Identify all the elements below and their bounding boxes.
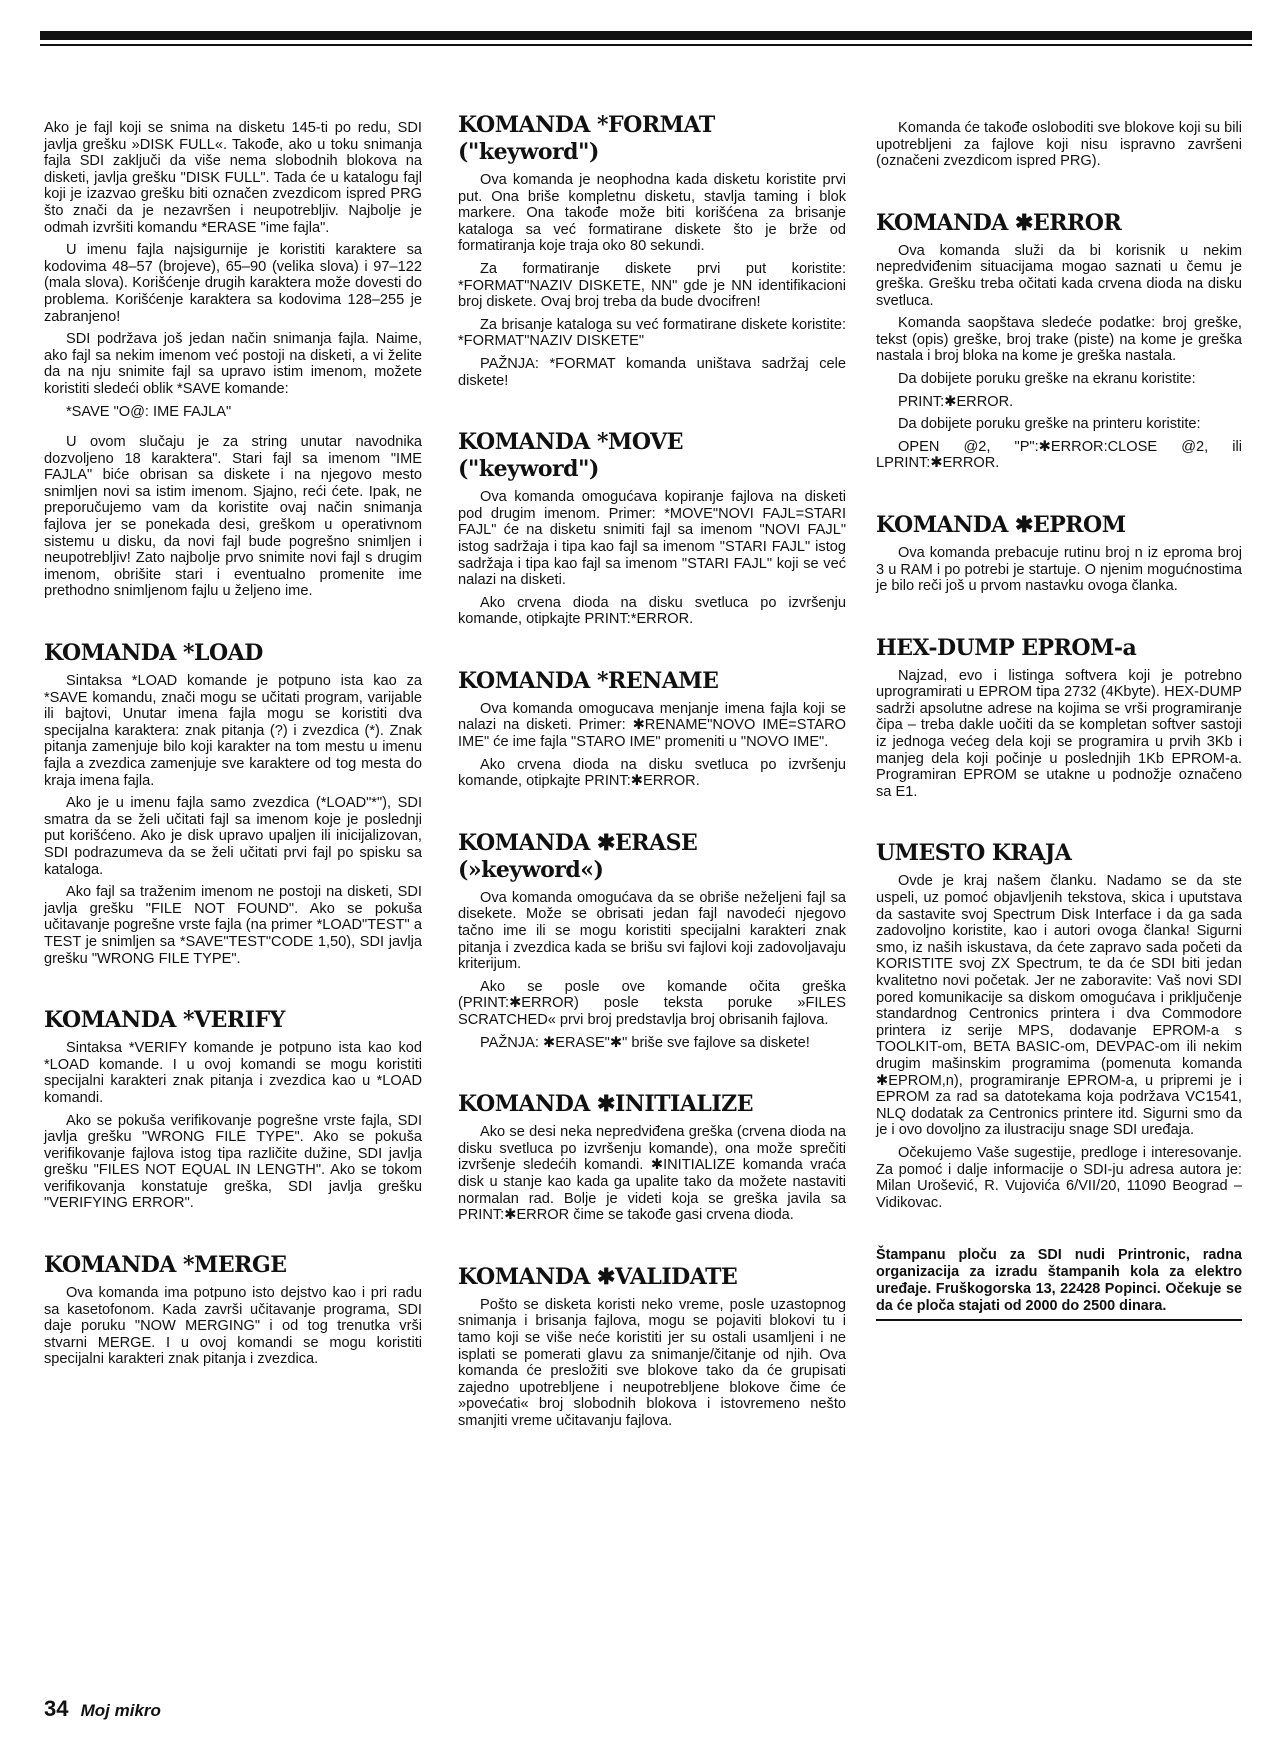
paragraph: Sintaksa *VERIFY komande je potpuno ista kao kod *LOAD komande. I u ovoj komandi se mogu koristiti specijalni karakteri znak pitanja i zvezdica kao u *LOAD komandi.	[44, 1040, 422, 1106]
code-line: *SAVE "O@: IME FAJLA"	[66, 403, 232, 420]
code-line: PRINT:✱ERROR.	[898, 393, 1014, 410]
paragraph: Ako fajl sa traženim imenom ne postoji na disketi, SDI javlja grešku "FILE NOT FOUND". Ako se pokuša učitavanje pogrešne vrste fajla (na primer *LOAD"TEST" a TEST je snimljen sa *SAVE"TEST"CODE 1,50), SDI javlja grešku "WRONG FILE TYPE".	[44, 884, 422, 967]
heading-validate: KOMANDA ✱VALIDATE	[458, 1263, 738, 1290]
heading-eprom: KOMANDA ✱EPROM	[876, 511, 1126, 538]
heading-move: KOMANDA *MOVE ("keyword")	[458, 429, 684, 483]
paragraph: Pošto se disketa koristi neko vreme, posle uzastopnog snimanja i brisanja fajlova, mogu se pojaviti blokovi tu i tamo koji se više neće koristiti jer su ostali usamljeni i ne isplati se pomerati glavu za snimanje/čitanje od njih. Ova komanda će presložiti sve blokove tako da će grupisati zajedno upotrebljene i neupotrebljene blokove čime će »povećati« broj slobodnih blokova i istovremeno nešto smanjiti vreme učitavanju fajlova.	[458, 1296, 846, 1429]
heading-erase: KOMANDA ✱ERASE (»keyword«)	[458, 829, 698, 883]
paragraph: Da dobijete poruku greške na printeru koristite:	[898, 416, 1201, 433]
paragraph: Za formatiranje diskete prvi put koristite: *FORMAT"NAZIV DISKETE, NN" gde je NN identifikacioni broj diskete. Ovaj broj treba da bude dvocifren!	[458, 260, 846, 311]
top-rule-thin	[40, 44, 1252, 46]
paragraph: U imenu fajla najsigurnije je koristiti karaktere sa kodovima 48–57 (brojeve), 65–90 (velika slova) i 97–122 (mala slova). Korišćenje drugih karaktera može dovesti do problema. Korišćenje karaktera sa kodovima 128–255 je zabranjeno!	[44, 242, 422, 325]
heading-error: KOMANDA ✱ERROR	[876, 209, 1122, 236]
paragraph: U ovom slučaju je za string unutar navodnika dozvoljeno 18 karaktera". Stari fajl sa imenom "IME FAJLA" biće obrisan sa diskete i na njegovo mesto snimljen novi sa istim imenom. Sjajno, reći ćete. Ipak, ne preporučujemo vam da koristite ovaj način snimanja fajlova jer se ponekada desi, greškom u operativnom sistemu u disku, da novi fajl bude pogrešno snimljen i neupotrebljiv! Zato najbolje prvo snimite novi fajl s drugim imenom, obrišite stari i eventualno promenite ime prethodno snimljenom fajlu u željeno ime.	[44, 434, 422, 600]
paragraph: Najzad, evo i listinga softvera koji je potrebno uprogramirati u EPROM tipa 2732 (4Kbyte). HEX-DUMP sadrži apsolutne adrese na kojima se vrši programiranje čipa – treba dakle uočiti da se kompletan softver sastoji iz jednoga većeg dela koji se programira u prvih 3Kb i manjeg dela koji počinje u poslednjih 1Kb EPROM-a. Programiran EPROM se utakne u podnožje označeno sa E1.	[876, 667, 1242, 800]
column-2	[458, 112, 846, 1436]
paragraph: Ako je fajl koji se snima na disketu 145-ti po redu, SDI javlja grešku »DISK FULL«. Takođe, ako u toku snimanja fajla SDI zaključi da više nema slobodnih blokova na disketi, javlja grešku "DISK FULL". Tada će u katalogu fajl koji je izazvao grešku biti označen zvezdicom ispred PRG što znači da je nezavršen i neupotrebljiv. Najbolje je odmah izvršiti komandu *ERASE "ime fajla".	[44, 120, 422, 236]
paragraph: Ova komanda služi da bi korisnik u nekim nepredviđenim situacijama mogao saznati u čemu je greška. Grešku treba očitati kada crvena dioda na disku svetluca.	[876, 242, 1242, 309]
paragraph: Ova komanda omogućava da se obriše neželjeni fajl sa disekete. Može se obrisati jedan fajl navodeći njegovo tačno ime ili se mogu koristiti specijalni karakteri znak pitanja i zvezdica kada se brišu svi fajlovi koji zadovoljavaju kriterijum.	[458, 889, 846, 973]
heading-verify: KOMANDA *VERIFY	[44, 1007, 285, 1034]
paragraph: Ova komanda je neophodna kada disketu koristite prvi put. Ona briše kompletnu disketu, stavlja taming i blok markere. Ona takođe može biti korišćena za brisanje kataloga sa već formatirane diskete što je brže od formatiranja koje traja oko 80 sekundi.	[458, 172, 846, 255]
paragraph: Ako crvena dioda na disku svetluca po izvršenju komande, otipkajte PRINT:✱ERROR.	[458, 756, 846, 790]
code-line: OPEN @2, "P":✱ERROR:CLOSE @2, ili LPRINT:✱ERROR.	[876, 438, 1242, 472]
paragraph: Komanda saopštava sledeće podatke: broj greške, tekst (opis) greške, broj trake (piste) na kome je greška nastala i broj bloka na kome je greška nastala.	[876, 315, 1242, 365]
paragraph: Ova komanda omogućava kopiranje fajlova na disketi pod drugim imenom. Primer: *MOVE"NOVI FAJL=STARI FAJL" će na disketu snimiti fajl sa imenom "NOVI FAJL" istog sadržaja i tipa kao fajl sa imenom "STARI FAJL" istog sadržaja i tipa kao fajl sa imenom "STARI FAJL" koji se već nalazi na disketi.	[458, 489, 846, 589]
paragraph: Komanda će takođe osloboditi sve blokove koji su bili upotrebljeni za fajlove koji nisu ispravno završeni (označeni zvezdicom ispred PRG).	[876, 120, 1242, 170]
column-1	[44, 120, 422, 1374]
paragraph: Ovde je kraj našem članku. Nadamo se da ste uspeli, uz pomoć objavljenih tekstova, skica i uputstava da sastavite svoj Spectrum Disk Interface i da ga sada zadovoljno koristite, kao i autori ovoga članka! Sigurni smo, iz naših iskustava, da ćete zapravo sada početi da KORISTITE svoj ZX Spectrum, te da će SDI biti jedan kvalitetno novi početak. Jer ne zaboravite: Vaš novi SDI pored komunikacije sa diskom omogućava i priključenje standardnog Centronics printera i dva Commodore printera iz serije MPS, dodavanje EPROM-a s TOOLKIT-om, BETA BASIC-om, DEVPAC-om ili nekim drugim mašinskim programima (pomenuta komanda ✱EPROM,n), programiranje EPROM-a, u pripremi je i EPROM za rad sa datotekama koja podržava VC1541, NLQ dodatak za Centronics printere itd. Sigurni smo da je i ovo dovoljno za ilustraciju snage SDI uređaja.	[876, 873, 1242, 1139]
heading-merge: KOMANDA *MERGE	[44, 1252, 287, 1279]
paragraph: Sintaksa *LOAD komande je potpuno ista kao za *SAVE komandu, znači mogu se učitati program, varijable ili bajtovi, Unutar imena fajla mogu se koristiti dva specijalna karaktera: znak pitanja (?) i zvezdica (*). Znak pitanja zamenjuje bilo koji karakter na tom mestu u imenu fajla a zvezdica zamenjuje sve karaktere od tog mesta do kraja imena fajla.	[44, 673, 422, 789]
paragraph: Ova komanda ima potpuno isto dejstvo kao i pri radu sa kasetofonom. Kada završi učitavanje programa, SDI daje poruku "NOW MERGING" i od tog trenutka vrši stvarni MERGE. I u ovoj komandi se mogu koristiti specijalni karakteri znak pitanja i zvezdica.	[44, 1285, 422, 1368]
paragraph: PAŽNJA: *FORMAT komanda uništava sadržaj cele diskete!	[458, 355, 846, 389]
paragraph: Ako crvena dioda na disku svetluca po izvršenju komande, otipkajte PRINT:*ERROR.	[458, 594, 846, 628]
paragraph: Ako se pokuša verifikovanje pogrešne vrste fajla, SDI javlja grešku "WRONG FILE TYPE". Ako se pokuša verifikovanje fajlova istog tipa različite dužine, SDI javlja grešku "FILES NOT EQUAL IN LENGTH". Ako se tokom verifikovanja konstatuje greška, SDI javlja grešku "VERIFYING ERROR".	[44, 1112, 422, 1212]
paragraph: Ako se posle ove komande očita greška (PRINT:✱ERROR) posle teksta poruke »FILES SCRATCHED« prvi broj predstavlja broj obrisanih fajlova.	[458, 978, 846, 1028]
heading-hex-dump: HEX-DUMP EPROM-a	[876, 634, 1137, 661]
paragraph: Ova komanda omogucava menjanje imena fajla koji se nalazi na disketi. Primer: ✱RENAME"NOVO IME=STARO IME" će ime fajla "STARO IME" promeniti u "NOVO IME".	[458, 700, 846, 751]
paragraph: Ako je u imenu fajla samo zvezdica (*LOAD"*"), SDI smatra da se želi učitati fajl sa imenom koje je poslednji put korišćeno. Ako je disk upravo upaljen ili inicijalizovan, SDI podrazumeva da se želi učitati prvi fajl po spisku sa kataloga.	[44, 795, 422, 878]
paragraph: Ova komanda prebacuje rutinu broj n iz eproma broj 3 u RAM i po potrebi je startuje. O njenim mogućnostima je bilo reči još u prvom nastavku ovoga članka.	[876, 544, 1242, 595]
paragraph: Ako se desi neka nepredviđena greška (crvena dioda na disku svetluca po izvršenju komande), ona može sprečiti izvršenje sledećih komandi. ✱INITIALIZE komanda vraća disk u stanje kao kada ga upalite tako da možete nastaviti normalan rad. Bolje je videti koja se greška javila sa PRINT:✱ERROR čime se takođe gasi crvena dioda.	[458, 1124, 846, 1224]
page-number: 34	[44, 1696, 69, 1721]
printronic-note: Štampanu ploču za SDI nudi Printronic, radna organizacija za izradu štampanih kola za elektro uređaje. Fruškogorska 13, 22428 Popinci. Očekuje se da će ploča stajati od 2000 do 2500 dinara.	[876, 1247, 1242, 1321]
paragraph: PAŽNJA: ✱ERASE"✱" briše sve fajlove sa diskete!	[480, 1034, 810, 1051]
heading-rename: KOMANDA *RENAME	[458, 667, 719, 694]
paragraph: Za brisanje kataloga su već formatirane diskete koristite: *FORMAT"NAZIV DISKETE"	[458, 316, 846, 350]
page-footer	[44, 1696, 161, 1722]
heading-load: KOMANDA *LOAD	[44, 640, 263, 667]
top-rule	[40, 31, 1252, 40]
magazine-name: Moj mikro	[80, 1701, 161, 1720]
heading-initialize: KOMANDA ✱INITIALIZE	[458, 1091, 753, 1118]
heading-umesto-kraja: UMESTO KRAJA	[876, 840, 1072, 867]
paragraph: SDI podržava još jedan način snimanja fajla. Naime, ako fajl sa nekim imenom već postoji na disketi, a vi želite da na nju snimite fajl sa upravo istim imenom, možete koristiti sledeći oblik *SAVE komande:	[44, 331, 422, 397]
column-3	[876, 120, 1242, 1321]
heading-format: KOMANDA *FORMAT ("keyword")	[458, 112, 715, 165]
paragraph: Da dobijete poruku greške na ekranu koristite:	[898, 370, 1196, 387]
paragraph: Očekujemo Vaše sugestije, predloge i interesovanje. Za pomoć i dalje informacije o SDI-ju adresa autora je: Milan Urošević, R. Vujovića 6/VII/20, 11090 Beograd – Vidikovac.	[876, 1144, 1242, 1211]
